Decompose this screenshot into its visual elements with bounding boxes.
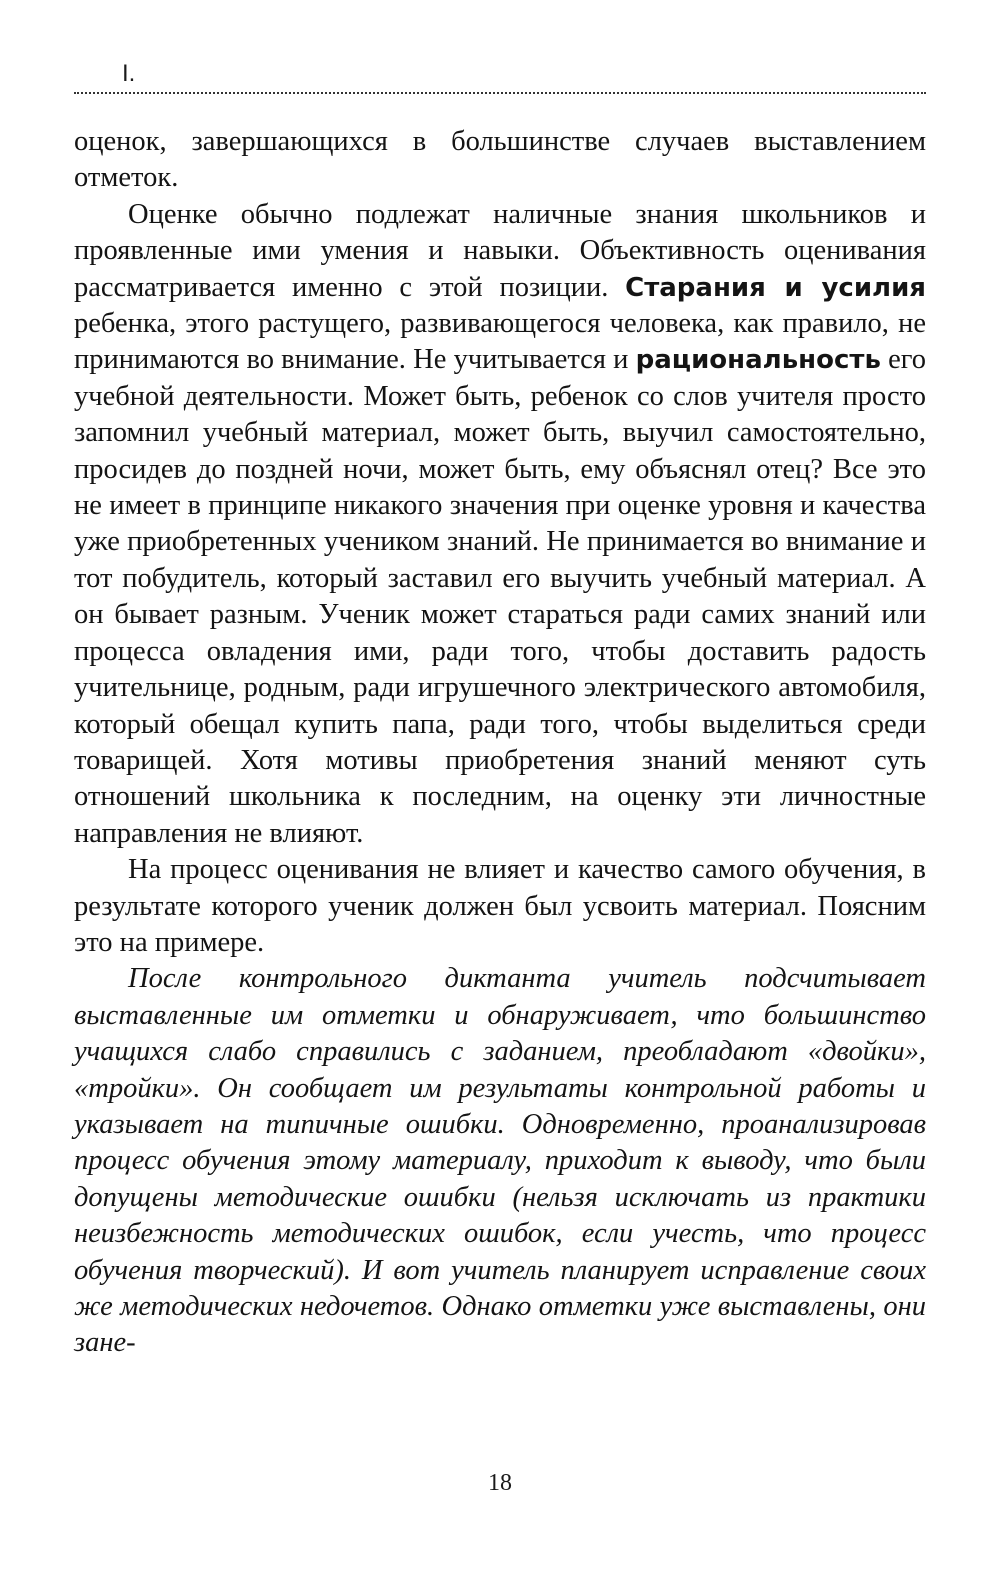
paragraph-text: ребенка, этого растущего, развивающегося человека, как правило, не принимаются во внимание. Не учитывается и [74,308,926,376]
header-divider [74,92,926,94]
emphasis-effort: Старания и усилия [625,272,926,303]
paragraph-teaching-quality: На процесс оценивания не влияет и качество самого обучения, в результате которого ученик должен был усвоить материал. Поясним это на примере. [74,854,926,958]
paragraph-assessment [74,197,926,852]
paragraph-text: Оценке обычно подлежат наличные знания школьников и проявленные ими умения и навыки. Объективность оценивания рассматривается именно с этой позиции. [74,198,926,303]
paragraph-continuation: оценок, завершающихся в большинстве случаев выставлением отметок. [74,126,926,194]
section-marker: I. [122,60,136,87]
emphasis-rationality: рациональность [635,345,881,376]
paragraph-text: его учебной деятельности. Может быть, ребенок со слов учителя просто запомнил учебный материал, может быть, выучил самостоятельно, просидев до поздней ночи, может быть, ему объяснял отец? Все это не имеет в принципе никакого значения при оценке уровня и качества уже приобретенных учеником знаний. Не принимается во внимание и тот побудитель, который заставил его выучить учебный материал. А он бывает разным. Ученик может стараться ради самих знаний или процесса овладения ими, ради того, чтобы доставить радость учительнице, родным, ради игрушечного электрического автомобиля, который обещал купить папа, ради того, чтобы выделиться среди товарищей. Хотя мотивы приобретения знаний меняют суть отношений школьника к последним, на оценку эти личностные направления не влияют. [74,344,926,849]
page-number: 18 [488,1470,512,1496]
main-text [74,124,926,1362]
paragraph-example: После контрольного диктанта учитель подсчитывает выставленные им отметки и обнаруживает, что большинство учащихся слабо справились с заданием, преобладают «двойки», «тройки». Он сообщает им результаты контрольной работы и указывает на типичные ошибки. Одновременно, проанализировав процесс обучения этому материалу, приходит к выводу, что были допущены методические ошибки (нельзя исключать из практики неизбежность методических ошибок, если учесть, что процесс обучения творческий). И вот учитель планирует исправление своих же методических недочетов. Однако отметки уже выставлены, они зане- [74,963,926,1359]
